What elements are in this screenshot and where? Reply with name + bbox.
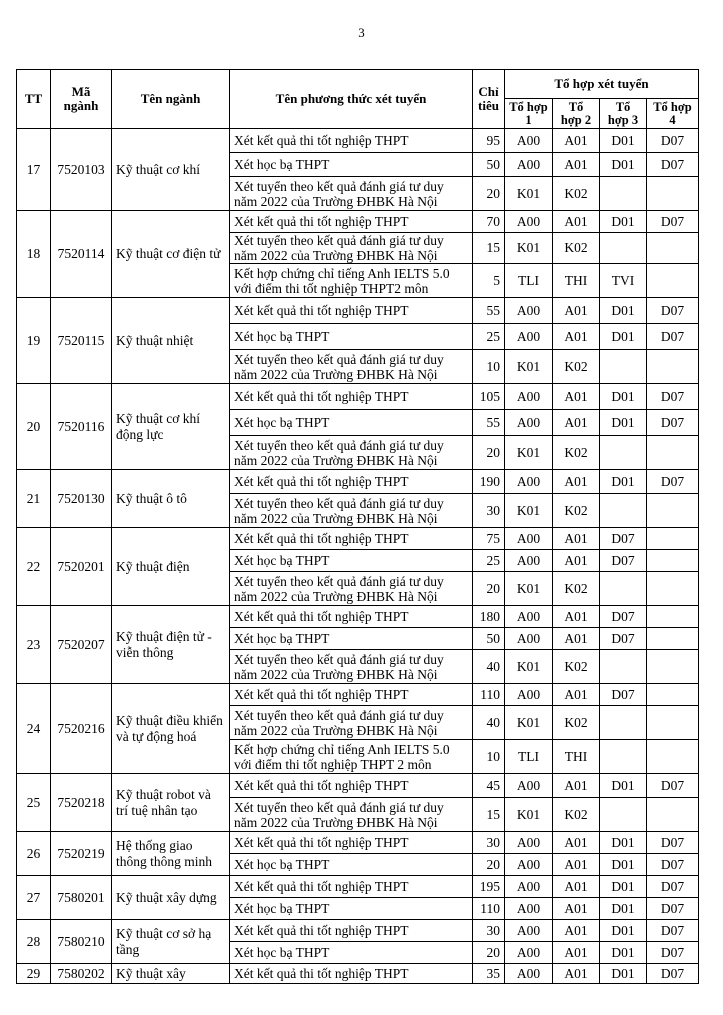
header-to-hop: Tổ hợp xét tuyển xyxy=(505,70,699,99)
row-combo-2: A01 xyxy=(553,684,600,706)
row-combo-3 xyxy=(600,798,647,832)
row-combo-4: D07 xyxy=(647,854,699,876)
row-combo-4: D07 xyxy=(647,298,699,324)
row-method: Xét kết quả thi tốt nghiệp THPT xyxy=(230,470,473,494)
header-to-hop-3: Tổ hợp 3 xyxy=(600,99,647,129)
row-combo-4: D07 xyxy=(647,211,699,233)
row-tt: 26 xyxy=(17,832,51,876)
row-combo-3: D01 xyxy=(600,920,647,942)
row-combo-1: K01 xyxy=(505,494,553,528)
table-row xyxy=(17,832,699,854)
row-combo-1: A00 xyxy=(505,920,553,942)
row-combo-1: A00 xyxy=(505,211,553,233)
row-combo-1: TLI xyxy=(505,264,553,298)
row-method: Xét kết quả thi tốt nghiệp THPT xyxy=(230,528,473,550)
row-combo-2: K02 xyxy=(553,177,600,211)
row-method: Xét học bạ THPT xyxy=(230,942,473,964)
row-quota: 35 xyxy=(473,964,505,984)
row-combo-3: D01 xyxy=(600,211,647,233)
row-combo-2: K02 xyxy=(553,706,600,740)
row-quota: 40 xyxy=(473,706,505,740)
row-combo-1: A00 xyxy=(505,854,553,876)
row-quota: 110 xyxy=(473,684,505,706)
row-quota: 20 xyxy=(473,854,505,876)
row-combo-2: K02 xyxy=(553,798,600,832)
row-combo-2: A01 xyxy=(553,384,600,410)
row-combo-3 xyxy=(600,436,647,470)
row-combo-4: D07 xyxy=(647,129,699,153)
row-quota: 40 xyxy=(473,650,505,684)
row-code: 7580201 xyxy=(51,876,112,920)
row-combo-2: A01 xyxy=(553,410,600,436)
row-combo-1: A00 xyxy=(505,684,553,706)
row-combo-2: A01 xyxy=(553,528,600,550)
table-row xyxy=(17,774,699,798)
row-tt: 27 xyxy=(17,876,51,920)
row-combo-4 xyxy=(647,494,699,528)
row-combo-4: D07 xyxy=(647,470,699,494)
row-combo-4: D07 xyxy=(647,964,699,984)
row-combo-1: A00 xyxy=(505,550,553,572)
row-combo-2: K02 xyxy=(553,436,600,470)
row-combo-3: D01 xyxy=(600,410,647,436)
row-method: Xét tuyển theo kết quả đánh giá tư duy năm 2022 của Trường ĐHBK Hà Nội xyxy=(230,650,473,684)
row-program-name: Kỹ thuật cơ sở hạ tầng xyxy=(112,920,230,964)
row-quota: 180 xyxy=(473,606,505,628)
row-code: 7520116 xyxy=(51,384,112,470)
header-to-hop-4: Tổ hợp 4 xyxy=(647,99,699,129)
row-combo-2: K02 xyxy=(553,650,600,684)
row-combo-2: A01 xyxy=(553,920,600,942)
row-code: 7520201 xyxy=(51,528,112,606)
row-combo-4 xyxy=(647,177,699,211)
row-combo-3 xyxy=(600,706,647,740)
table-row xyxy=(17,211,699,233)
row-tt: 29 xyxy=(17,964,51,984)
row-combo-2: A01 xyxy=(553,129,600,153)
row-tt: 28 xyxy=(17,920,51,964)
row-quota: 50 xyxy=(473,628,505,650)
row-combo-4 xyxy=(647,628,699,650)
row-quota: 195 xyxy=(473,876,505,898)
row-code: 7520103 xyxy=(51,129,112,211)
row-combo-2: K02 xyxy=(553,233,600,264)
row-quota: 50 xyxy=(473,153,505,177)
row-code: 7520216 xyxy=(51,684,112,774)
row-combo-4 xyxy=(647,606,699,628)
row-quota: 20 xyxy=(473,572,505,606)
row-combo-2: A01 xyxy=(553,964,600,984)
row-code: 7520115 xyxy=(51,298,112,384)
row-program-name: Kỹ thuật cơ điện tử xyxy=(112,211,230,298)
row-method: Xét tuyển theo kết quả đánh giá tư duy năm 2022 của Trường ĐHBK Hà Nội xyxy=(230,494,473,528)
admission-table xyxy=(16,69,699,984)
row-combo-3: D01 xyxy=(600,153,647,177)
row-quota: 10 xyxy=(473,740,505,774)
row-code: 7520219 xyxy=(51,832,112,876)
row-combo-4: D07 xyxy=(647,774,699,798)
row-combo-2: A01 xyxy=(553,211,600,233)
row-program-name: Kỹ thuật ô tô xyxy=(112,470,230,528)
row-quota: 45 xyxy=(473,774,505,798)
row-method: Xét kết quả thi tốt nghiệp THPT xyxy=(230,606,473,628)
row-combo-4 xyxy=(647,740,699,774)
row-combo-1: K01 xyxy=(505,706,553,740)
row-quota: 30 xyxy=(473,832,505,854)
row-combo-3: D07 xyxy=(600,684,647,706)
row-combo-1: K01 xyxy=(505,233,553,264)
row-combo-3 xyxy=(600,740,647,774)
row-combo-3: D01 xyxy=(600,854,647,876)
row-combo-4 xyxy=(647,436,699,470)
row-code: 7520207 xyxy=(51,606,112,684)
row-combo-3 xyxy=(600,650,647,684)
header-phuong-thuc: Tên phương thức xét tuyển xyxy=(230,70,473,129)
row-method: Xét tuyển theo kết quả đánh giá tư duy năm 2022 của Trường ĐHBK Hà Nội xyxy=(230,436,473,470)
table-row xyxy=(17,470,699,494)
row-combo-3: D01 xyxy=(600,298,647,324)
row-tt: 17 xyxy=(17,129,51,211)
row-method: Xét kết quả thi tốt nghiệp THPT xyxy=(230,211,473,233)
row-program-name: Kỹ thuật cơ khí xyxy=(112,129,230,211)
row-program-name: Hệ thống giao thông thông minh xyxy=(112,832,230,876)
row-combo-3: D01 xyxy=(600,774,647,798)
row-method: Xét kết quả thi tốt nghiệp THPT xyxy=(230,384,473,410)
row-program-name: Kỹ thuật xây xyxy=(112,964,230,984)
row-method: Xét tuyển theo kết quả đánh giá tư duy năm 2022 của Trường ĐHBK Hà Nội xyxy=(230,177,473,211)
row-combo-4 xyxy=(647,572,699,606)
row-quota: 55 xyxy=(473,410,505,436)
row-tt: 23 xyxy=(17,606,51,684)
row-method: Kết hợp chứng chỉ tiếng Anh IELTS 5.0 với điểm thi tốt nghiệp THPT 2 môn xyxy=(230,740,473,774)
row-tt: 19 xyxy=(17,298,51,384)
row-quota: 105 xyxy=(473,384,505,410)
row-combo-2: A01 xyxy=(553,898,600,920)
row-combo-4 xyxy=(647,706,699,740)
row-method: Xét tuyển theo kết quả đánh giá tư duy năm 2022 của Trường ĐHBK Hà Nội xyxy=(230,233,473,264)
row-combo-4: D07 xyxy=(647,898,699,920)
row-combo-2: A01 xyxy=(553,298,600,324)
row-program-name: Kỹ thuật robot và trí tuệ nhân tạo xyxy=(112,774,230,832)
row-combo-1: K01 xyxy=(505,650,553,684)
row-combo-1: A00 xyxy=(505,129,553,153)
row-combo-4: D07 xyxy=(647,876,699,898)
row-combo-3 xyxy=(600,233,647,264)
row-combo-2: A01 xyxy=(553,324,600,350)
row-combo-4 xyxy=(647,798,699,832)
row-combo-1: K01 xyxy=(505,350,553,384)
row-combo-3: D07 xyxy=(600,550,647,572)
row-combo-1: A00 xyxy=(505,410,553,436)
row-quota: 25 xyxy=(473,324,505,350)
row-combo-4 xyxy=(647,684,699,706)
row-program-name: Kỹ thuật điều khiển và tự động hoá xyxy=(112,684,230,774)
row-combo-1: A00 xyxy=(505,832,553,854)
row-combo-1: K01 xyxy=(505,177,553,211)
row-method: Xét kết quả thi tốt nghiệp THPT xyxy=(230,298,473,324)
row-combo-3: D01 xyxy=(600,942,647,964)
header-ma-nganh: Mã ngành xyxy=(51,70,112,129)
row-combo-2: A01 xyxy=(553,606,600,628)
row-combo-4 xyxy=(647,528,699,550)
row-combo-1: A00 xyxy=(505,898,553,920)
row-method: Xét kết quả thi tốt nghiệp THPT xyxy=(230,964,473,984)
table-row xyxy=(17,528,699,550)
row-combo-1: A00 xyxy=(505,774,553,798)
row-combo-2: A01 xyxy=(553,470,600,494)
row-code: 7520130 xyxy=(51,470,112,528)
row-combo-3: D07 xyxy=(600,606,647,628)
table-row xyxy=(17,606,699,628)
row-combo-3: D01 xyxy=(600,470,647,494)
row-method: Xét kết quả thi tốt nghiệp THPT xyxy=(230,876,473,898)
row-combo-1: A00 xyxy=(505,964,553,984)
row-method: Xét tuyển theo kết quả đánh giá tư duy năm 2022 của Trường ĐHBK Hà Nội xyxy=(230,706,473,740)
row-quota: 20 xyxy=(473,942,505,964)
row-program-name: Kỹ thuật xây dựng xyxy=(112,876,230,920)
row-combo-2: A01 xyxy=(553,153,600,177)
table-row xyxy=(17,384,699,410)
row-combo-2: K02 xyxy=(553,350,600,384)
row-combo-3: D01 xyxy=(600,964,647,984)
row-tt: 25 xyxy=(17,774,51,832)
row-code: 7520114 xyxy=(51,211,112,298)
header-ten-nganh: Tên ngành xyxy=(112,70,230,129)
row-combo-1: A00 xyxy=(505,384,553,410)
row-quota: 15 xyxy=(473,798,505,832)
table-row xyxy=(17,876,699,898)
row-quota: 30 xyxy=(473,494,505,528)
row-combo-3: D01 xyxy=(600,324,647,350)
row-combo-4: D07 xyxy=(647,410,699,436)
row-tt: 20 xyxy=(17,384,51,470)
row-code: 7520218 xyxy=(51,774,112,832)
row-method: Xét học bạ THPT xyxy=(230,550,473,572)
row-combo-2: K02 xyxy=(553,494,600,528)
table-row xyxy=(17,920,699,942)
row-tt: 22 xyxy=(17,528,51,606)
row-method: Xét kết quả thi tốt nghiệp THPT xyxy=(230,129,473,153)
row-program-name: Kỹ thuật điện xyxy=(112,528,230,606)
row-method: Xét tuyển theo kết quả đánh giá tư duy năm 2022 của Trường ĐHBK Hà Nội xyxy=(230,350,473,384)
row-quota: 30 xyxy=(473,920,505,942)
row-combo-2: THI xyxy=(553,740,600,774)
row-method: Xét kết quả thi tốt nghiệp THPT xyxy=(230,684,473,706)
row-quota: 20 xyxy=(473,436,505,470)
row-method: Xét học bạ THPT xyxy=(230,324,473,350)
row-combo-1: K01 xyxy=(505,572,553,606)
header-to-hop-1: Tổ hợp 1 xyxy=(505,99,553,129)
row-tt: 24 xyxy=(17,684,51,774)
row-combo-1: A00 xyxy=(505,942,553,964)
row-combo-1: A00 xyxy=(505,298,553,324)
table-row xyxy=(17,129,699,153)
row-combo-4 xyxy=(647,350,699,384)
row-combo-1: A00 xyxy=(505,324,553,350)
row-combo-1: K01 xyxy=(505,436,553,470)
row-quota: 110 xyxy=(473,898,505,920)
row-method: Xét học bạ THPT xyxy=(230,854,473,876)
row-quota: 75 xyxy=(473,528,505,550)
row-method: Xét học bạ THPT xyxy=(230,153,473,177)
row-combo-4: D07 xyxy=(647,942,699,964)
row-combo-1: A00 xyxy=(505,876,553,898)
page-number: 3 xyxy=(358,25,365,40)
row-combo-1: A00 xyxy=(505,628,553,650)
row-combo-1: K01 xyxy=(505,798,553,832)
row-method: Xét học bạ THPT xyxy=(230,898,473,920)
row-combo-3: D01 xyxy=(600,876,647,898)
row-combo-4 xyxy=(647,233,699,264)
row-combo-3: D01 xyxy=(600,898,647,920)
row-combo-3 xyxy=(600,494,647,528)
row-quota: 10 xyxy=(473,350,505,384)
row-combo-3 xyxy=(600,350,647,384)
row-combo-4: D07 xyxy=(647,920,699,942)
row-combo-1: TLI xyxy=(505,740,553,774)
row-combo-1: A00 xyxy=(505,528,553,550)
row-combo-2: A01 xyxy=(553,832,600,854)
row-quota: 55 xyxy=(473,298,505,324)
row-code: 7580202 xyxy=(51,964,112,984)
row-quota: 15 xyxy=(473,233,505,264)
row-quota: 95 xyxy=(473,129,505,153)
row-method: Xét kết quả thi tốt nghiệp THPT xyxy=(230,920,473,942)
row-combo-3: TVI xyxy=(600,264,647,298)
row-method: Kết hợp chứng chỉ tiếng Anh IELTS 5.0 với điểm thi tốt nghiệp THPT2 môn xyxy=(230,264,473,298)
row-combo-3 xyxy=(600,572,647,606)
header-tt: TT xyxy=(17,70,51,129)
row-quota: 20 xyxy=(473,177,505,211)
row-combo-2: A01 xyxy=(553,876,600,898)
row-tt: 18 xyxy=(17,211,51,298)
row-quota: 5 xyxy=(473,264,505,298)
row-combo-2: A01 xyxy=(553,550,600,572)
row-combo-3 xyxy=(600,177,647,211)
row-program-name: Kỹ thuật cơ khí động lực xyxy=(112,384,230,470)
row-combo-4: D07 xyxy=(647,832,699,854)
row-combo-3: D07 xyxy=(600,528,647,550)
row-method: Xét kết quả thi tốt nghiệp THPT xyxy=(230,774,473,798)
row-program-name: Kỹ thuật nhiệt xyxy=(112,298,230,384)
row-program-name: Kỹ thuật điện tử - viễn thông xyxy=(112,606,230,684)
row-combo-4: D07 xyxy=(647,153,699,177)
row-method: Xét kết quả thi tốt nghiệp THPT xyxy=(230,832,473,854)
row-combo-2: A01 xyxy=(553,628,600,650)
row-method: Xét tuyển theo kết quả đánh giá tư duy năm 2022 của Trường ĐHBK Hà Nội xyxy=(230,798,473,832)
row-combo-4: D07 xyxy=(647,324,699,350)
row-combo-2: THI xyxy=(553,264,600,298)
table-row xyxy=(17,964,699,984)
row-combo-1: A00 xyxy=(505,153,553,177)
row-combo-2: A01 xyxy=(553,774,600,798)
row-combo-2: A01 xyxy=(553,942,600,964)
table-row xyxy=(17,298,699,324)
row-combo-1: A00 xyxy=(505,470,553,494)
row-combo-3: D01 xyxy=(600,384,647,410)
row-code: 7580210 xyxy=(51,920,112,964)
row-method: Xét học bạ THPT xyxy=(230,628,473,650)
row-combo-3: D01 xyxy=(600,129,647,153)
row-combo-4 xyxy=(647,650,699,684)
row-tt: 21 xyxy=(17,470,51,528)
row-combo-3: D01 xyxy=(600,832,647,854)
header-chi-tieu: Chỉ tiêu xyxy=(473,70,505,129)
row-method: Xét học bạ THPT xyxy=(230,410,473,436)
row-combo-1: A00 xyxy=(505,606,553,628)
row-combo-3: D07 xyxy=(600,628,647,650)
row-quota: 190 xyxy=(473,470,505,494)
row-combo-4: D07 xyxy=(647,384,699,410)
row-method: Xét tuyển theo kết quả đánh giá tư duy năm 2022 của Trường ĐHBK Hà Nội xyxy=(230,572,473,606)
row-combo-4 xyxy=(647,550,699,572)
row-combo-2: A01 xyxy=(553,854,600,876)
row-quota: 25 xyxy=(473,550,505,572)
row-quota: 70 xyxy=(473,211,505,233)
header-to-hop-2: Tổ hợp 2 xyxy=(553,99,600,129)
table-row xyxy=(17,684,699,706)
row-combo-2: K02 xyxy=(553,572,600,606)
row-combo-4 xyxy=(647,264,699,298)
